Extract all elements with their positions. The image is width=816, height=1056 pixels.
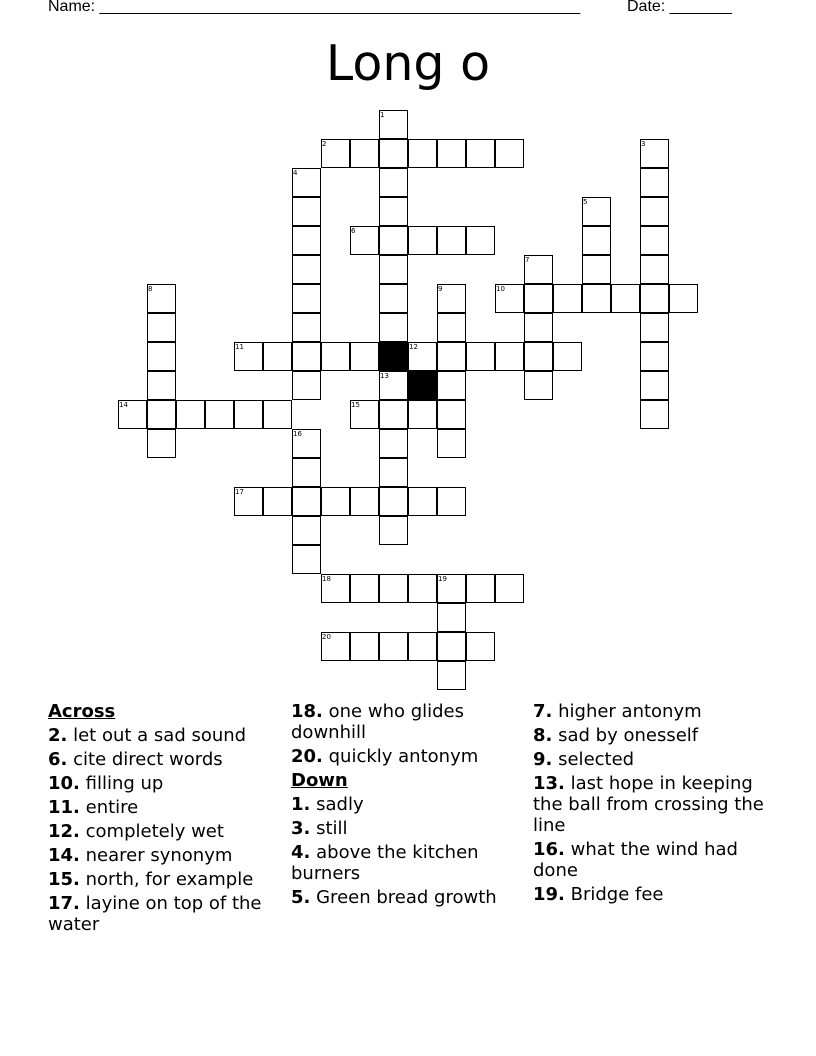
grid-cell[interactable] <box>408 400 437 429</box>
clue-item-text: Green bread growth <box>316 887 497 908</box>
grid-cell[interactable] <box>292 487 321 516</box>
clue-item <box>48 749 278 770</box>
grid-cell[interactable] <box>292 458 321 487</box>
clue-item <box>48 893 278 935</box>
clue-item-number: 15. <box>48 869 80 890</box>
clue-item <box>48 725 278 746</box>
grid-cell[interactable] <box>263 342 292 371</box>
clue-item-number: 1. <box>291 794 311 815</box>
grid-cell[interactable] <box>437 661 466 690</box>
grid-cell[interactable] <box>292 342 321 371</box>
grid-cell[interactable] <box>292 255 321 284</box>
grid-cell[interactable] <box>611 284 640 313</box>
grid-cell[interactable] <box>263 400 292 429</box>
clue-item-text: one who glides downhill <box>291 701 465 743</box>
grid-cell[interactable] <box>466 632 495 661</box>
grid-cell[interactable] <box>379 226 408 255</box>
clue-item <box>533 749 768 770</box>
grid-cell[interactable] <box>437 313 466 342</box>
grid-cell[interactable] <box>234 400 263 429</box>
clue-number: 19 <box>438 575 447 583</box>
clue-item-number: 16. <box>533 839 565 860</box>
grid-cell[interactable] <box>292 371 321 400</box>
clue-item-number: 19. <box>533 884 565 905</box>
clue-item <box>533 884 768 905</box>
grid-cell[interactable] <box>205 400 234 429</box>
grid-cell[interactable] <box>524 342 553 371</box>
clue-number: 13 <box>380 372 389 380</box>
grid-cell[interactable] <box>292 516 321 545</box>
grid-cell[interactable] <box>408 139 437 168</box>
clue-item-text: entire <box>85 797 139 818</box>
grid-cell[interactable] <box>379 632 408 661</box>
clue-item <box>533 725 768 746</box>
grid-cell[interactable] <box>466 574 495 603</box>
clue-item-number: 11. <box>48 797 80 818</box>
grid-cell[interactable] <box>640 342 669 371</box>
grid-cell[interactable] <box>408 574 437 603</box>
clue-item-text: higher antonym <box>558 701 702 722</box>
grid-cell[interactable] <box>350 574 379 603</box>
grid-cell[interactable] <box>379 284 408 313</box>
grid-cell[interactable] <box>379 168 408 197</box>
clue-item-text: sad by onesself <box>558 725 699 746</box>
clue-item <box>291 701 516 743</box>
clue-item <box>291 746 516 767</box>
grid-cell[interactable] <box>176 400 205 429</box>
grid-cell[interactable] <box>379 139 408 168</box>
clue-item-text: north, for example <box>85 869 254 890</box>
clue-number: 6 <box>351 227 356 235</box>
clue-number: 14 <box>119 401 128 409</box>
clue-number: 8 <box>148 285 153 293</box>
grid-cell[interactable] <box>495 139 524 168</box>
clue-item-number: 2. <box>48 725 68 746</box>
clue-column-1 <box>48 701 278 938</box>
clue-item-text: cite direct words <box>73 749 223 770</box>
grid-cell[interactable] <box>437 632 466 661</box>
clue-number: 18 <box>322 575 331 583</box>
grid-cell[interactable] <box>495 574 524 603</box>
grid-cell[interactable] <box>147 371 176 400</box>
clue-item <box>533 701 768 722</box>
clue-column-2 <box>291 701 516 911</box>
clue-item <box>533 773 768 836</box>
clue-number: 1 <box>380 111 385 119</box>
clue-item-text: what the wind had done <box>533 839 738 881</box>
clue-item-number: 13. <box>533 773 565 794</box>
grid-cell[interactable] <box>640 197 669 226</box>
grid-cell[interactable] <box>379 197 408 226</box>
clue-item <box>48 797 278 818</box>
clue-item-text: nearer synonym <box>85 845 233 866</box>
grid-cell[interactable] <box>495 342 524 371</box>
grid-cell[interactable] <box>640 313 669 342</box>
grid-cell[interactable] <box>640 255 669 284</box>
clue-item-text: last hope in keeping the ball from crossing the line <box>533 773 764 836</box>
clue-item-text: still <box>316 818 348 839</box>
grid-cell[interactable] <box>379 429 408 458</box>
grid-cell[interactable] <box>524 313 553 342</box>
grid-cell[interactable] <box>466 226 495 255</box>
clue-item <box>48 869 278 890</box>
clue-item <box>291 887 516 908</box>
clue-item-text: sadly <box>316 794 364 815</box>
name-field-label: Name: ______________________________________________________ <box>48 0 581 15</box>
clue-item-number: 18. <box>291 701 323 722</box>
grid-block <box>379 342 408 371</box>
grid-cell[interactable] <box>379 400 408 429</box>
grid-cell[interactable] <box>147 342 176 371</box>
clue-number: 4 <box>293 169 298 177</box>
across-heading: Across <box>48 701 116 722</box>
clue-number: 12 <box>409 343 418 351</box>
clue-number: 7 <box>525 256 530 264</box>
grid-cell[interactable] <box>321 487 350 516</box>
clue-item-number: 7. <box>533 701 553 722</box>
clue-item-number: 3. <box>291 818 311 839</box>
clue-number: 11 <box>235 343 244 351</box>
grid-cell[interactable] <box>466 139 495 168</box>
grid-cell[interactable] <box>350 487 379 516</box>
clue-item <box>48 821 278 842</box>
grid-cell[interactable] <box>640 284 669 313</box>
down-heading: Down <box>291 770 348 791</box>
clue-item-text: filling up <box>85 773 164 794</box>
clue-item-number: 20. <box>291 746 323 767</box>
grid-cell[interactable] <box>379 255 408 284</box>
grid-block <box>408 371 437 400</box>
grid-cell[interactable] <box>350 342 379 371</box>
clue-item-number: 14. <box>48 845 80 866</box>
clue-item-number: 17. <box>48 893 80 914</box>
grid-cell[interactable] <box>640 400 669 429</box>
grid-cell[interactable] <box>437 371 466 400</box>
clue-item-number: 8. <box>533 725 553 746</box>
grid-cell[interactable] <box>437 400 466 429</box>
grid-cell[interactable] <box>292 545 321 574</box>
clue-item-number: 6. <box>48 749 68 770</box>
clue-number: 15 <box>351 401 360 409</box>
clue-item <box>533 839 768 881</box>
grid-cell[interactable] <box>292 284 321 313</box>
grid-cell[interactable] <box>437 342 466 371</box>
clue-item-text: Bridge fee <box>570 884 664 905</box>
clue-number: 5 <box>583 198 588 206</box>
clue-item-text: completely wet <box>85 821 224 842</box>
clue-number: 9 <box>438 285 443 293</box>
grid-cell[interactable] <box>640 371 669 400</box>
grid-cell[interactable] <box>437 226 466 255</box>
grid-cell[interactable] <box>669 284 698 313</box>
grid-cell[interactable] <box>640 168 669 197</box>
clue-item <box>291 818 516 839</box>
grid-cell[interactable] <box>379 574 408 603</box>
grid-cell[interactable] <box>408 487 437 516</box>
grid-cell[interactable] <box>350 139 379 168</box>
clue-number: 20 <box>322 633 331 641</box>
clue-item <box>48 845 278 866</box>
grid-cell[interactable] <box>379 487 408 516</box>
grid-cell[interactable] <box>524 284 553 313</box>
grid-cell[interactable] <box>437 429 466 458</box>
grid-cell[interactable] <box>147 429 176 458</box>
grid-cell[interactable] <box>582 226 611 255</box>
date-field-label: Date: _______ <box>627 0 732 15</box>
clue-number: 17 <box>235 488 244 496</box>
clue-item-number: 12. <box>48 821 80 842</box>
grid-cell[interactable] <box>379 516 408 545</box>
grid-cell[interactable] <box>350 632 379 661</box>
grid-cell[interactable] <box>582 284 611 313</box>
grid-cell[interactable] <box>553 342 582 371</box>
clue-column-3 <box>533 701 768 908</box>
grid-cell[interactable] <box>147 313 176 342</box>
clue-number: 2 <box>322 140 327 148</box>
grid-cell[interactable] <box>553 284 582 313</box>
grid-cell[interactable] <box>292 313 321 342</box>
clue-item-text: let out a sad sound <box>73 725 247 746</box>
grid-cell[interactable] <box>408 226 437 255</box>
clue-item <box>291 794 516 815</box>
clue-item <box>291 842 516 884</box>
grid-cell[interactable] <box>437 487 466 516</box>
grid-cell[interactable] <box>640 226 669 255</box>
page-title: Long o <box>325 35 491 92</box>
clue-item <box>48 773 278 794</box>
clue-item-number: 9. <box>533 749 553 770</box>
grid-cell[interactable] <box>437 603 466 632</box>
clue-item-text: above the kitchen burners <box>291 842 479 884</box>
grid-cell[interactable] <box>379 458 408 487</box>
grid-cell[interactable] <box>292 197 321 226</box>
clue-item-number: 5. <box>291 887 311 908</box>
grid-cell[interactable] <box>466 342 495 371</box>
grid-cell[interactable] <box>524 371 553 400</box>
grid-cell[interactable] <box>321 342 350 371</box>
grid-cell[interactable] <box>263 487 292 516</box>
grid-cell[interactable] <box>582 255 611 284</box>
clue-item-number: 10. <box>48 773 80 794</box>
clue-item-text: selected <box>558 749 635 770</box>
clue-number: 16 <box>293 430 302 438</box>
grid-cell[interactable] <box>147 400 176 429</box>
clue-number: 10 <box>496 285 505 293</box>
clue-item-text: quickly antonym <box>328 746 479 767</box>
grid-cell[interactable] <box>437 139 466 168</box>
grid-cell[interactable] <box>292 226 321 255</box>
clue-item-number: 4. <box>291 842 311 863</box>
clue-item-text: layine on top of the water <box>48 893 262 935</box>
clue-number: 3 <box>641 140 646 148</box>
grid-cell[interactable] <box>408 632 437 661</box>
grid-cell[interactable] <box>379 313 408 342</box>
